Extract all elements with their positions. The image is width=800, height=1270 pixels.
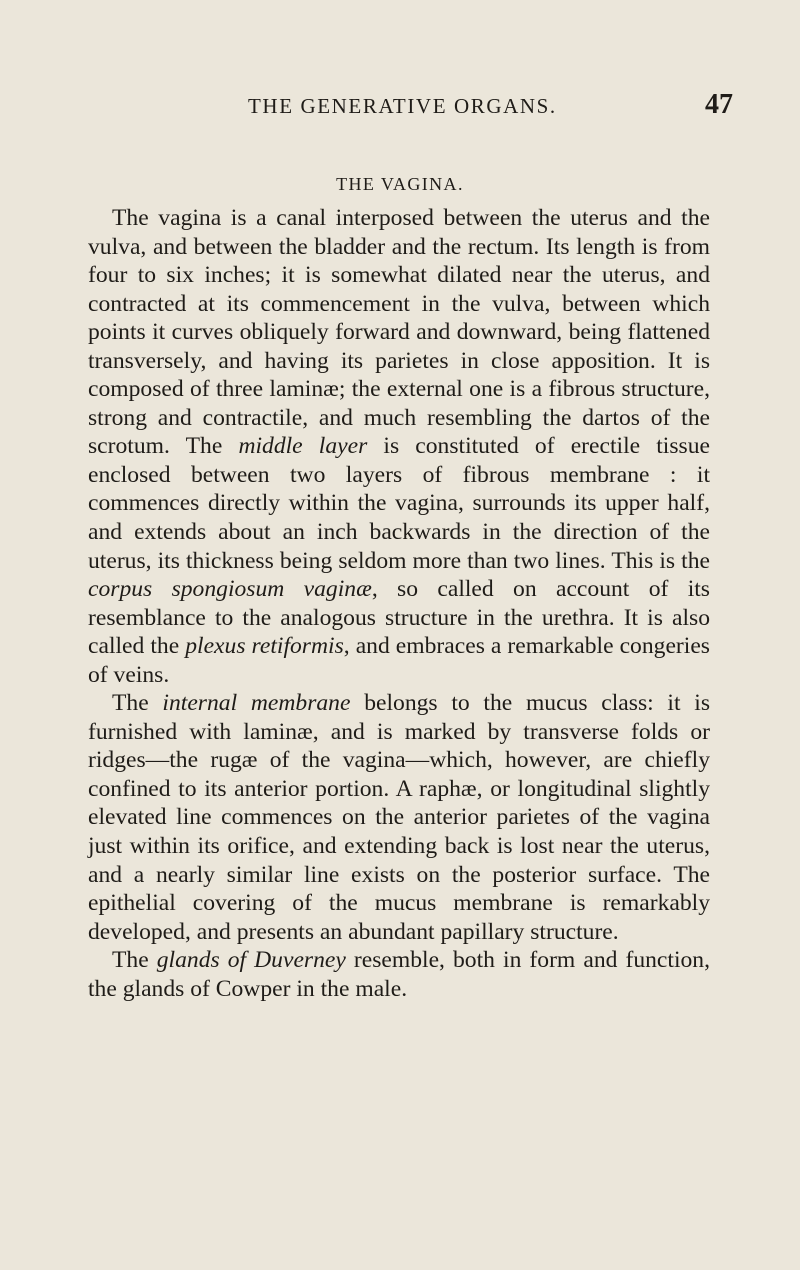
italic-term-glands-of-duverney: glands of Duverney: [156, 947, 346, 974]
text-segment: belongs to the mucus class: it is furnished with laminæ, and is marked by transverse folds or ridges—the rugæ of the vagina—which, however, are chiefly confined to its anterior portion. A raphæ, or longitudinal slightly elevated line commences on the anterior parietes of the vagina just within its orifice, and extending back is lost near the uterus, and a nearly similar line exists on the posterior surface. The epithelial covering of the mucus membrane is remarkably developed, and presents an abundant papillary structure.: [88, 690, 711, 945]
paragraph-3: [88, 946, 710, 1003]
italic-term-middle-layer: middle layer: [238, 433, 368, 460]
text-segment: , so called on account of its resemblance to the analogous structure in the urethra. It is also called the: [88, 576, 710, 660]
text-segment: resemble, both in form and function, the glands of Cowper in the male.: [88, 947, 710, 1002]
running-head: [0, 89, 800, 124]
page-number: 47: [705, 89, 733, 120]
paragraph-2: [88, 689, 710, 946]
text-segment: is constituted of erectile tissue enclosed between two layers of fibrous membrane : it commences directly within the vagina, surrounds its upper half, and extends about an inch backwards in the direction of the uterus, its thickness being seldom more than two lines. This is the: [88, 433, 710, 574]
body-text: [88, 204, 710, 1003]
section-heading: THE VAGINA.: [336, 174, 464, 194]
text-segment: The: [112, 947, 157, 974]
text-segment: , and embraces a remarkable congeries of veins.: [88, 633, 710, 688]
running-title: THE GENERATIVE ORGANS.: [248, 94, 557, 118]
paragraph-1: [88, 204, 710, 689]
italic-term-plexus-retiformis: plexus retiformis: [185, 633, 344, 660]
text-segment: The: [112, 690, 163, 717]
italic-term-corpus-spongiosum: corpus spongiosum vaginæ: [88, 576, 372, 603]
text-segment: The vagina is a canal interposed between the uterus and the vulva, and between the bladder and the rectum. Its length is from four to six inches; it is somewhat dilated near the uterus, and contracted at its commencement in the vulva, between which points it curves obliquely forward and downward, being flattened transversely, and having its parietes in close apposition. It is composed of three laminæ; the external one is a fibrous structure, strong and contractile, and much resembling the dartos of the scrotum. The: [88, 205, 710, 460]
italic-term-internal-membrane: internal membrane: [162, 690, 351, 717]
